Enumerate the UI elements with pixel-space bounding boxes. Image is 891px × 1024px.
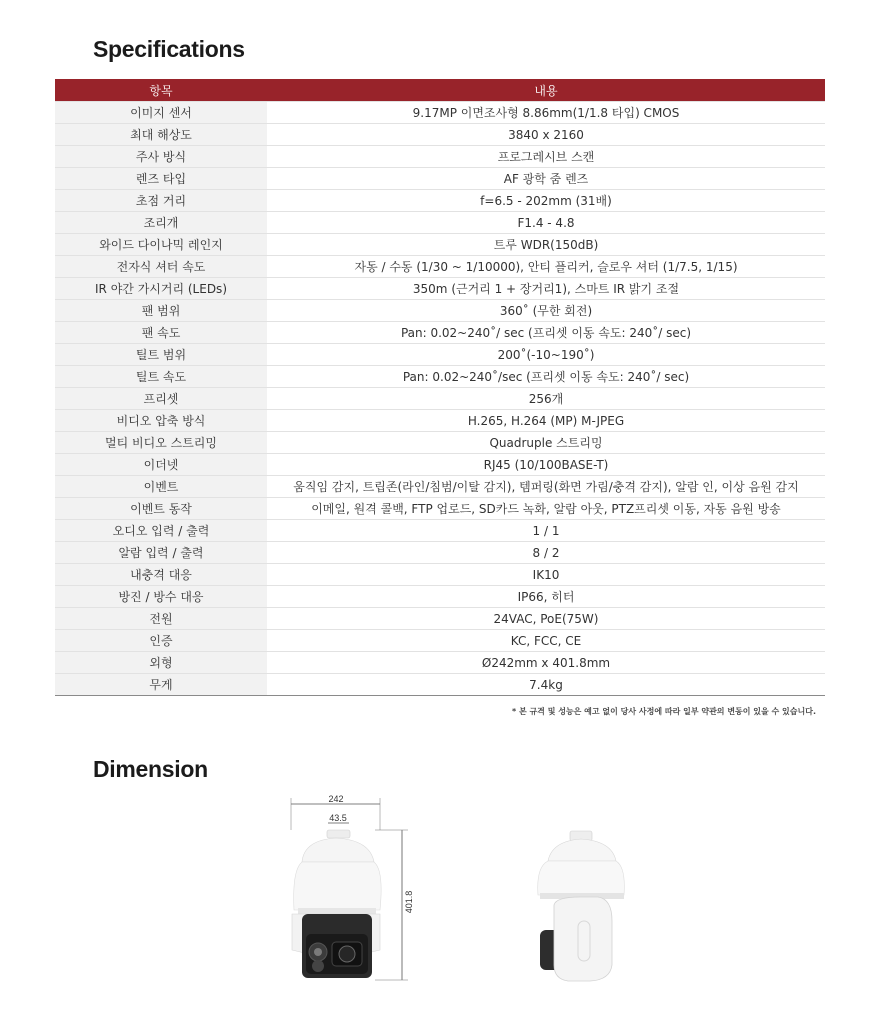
spec-label: 프리셋 [55, 388, 267, 410]
spec-value: 9.17MP 이면조사형 8.86mm(1/1.8 타입) CMOS [267, 102, 825, 124]
specifications-table [55, 79, 825, 696]
spec-value: 트루 WDR(150dB) [267, 234, 825, 256]
table-row [55, 322, 825, 344]
spec-label: 렌즈 타입 [55, 168, 267, 190]
table-row [55, 146, 825, 168]
table-header-row [55, 79, 825, 102]
spec-value: RJ45 (10/100BASE-T) [267, 454, 825, 476]
spec-label: 주사 방식 [55, 146, 267, 168]
table-row [55, 608, 825, 630]
spec-label: 비디오 압축 방식 [55, 410, 267, 432]
spec-label: 알람 입력 / 출력 [55, 542, 267, 564]
table-row [55, 454, 825, 476]
spec-value: KC, FCC, CE [267, 630, 825, 652]
table-row [55, 542, 825, 564]
spec-label: 멀티 비디오 스트리밍 [55, 432, 267, 454]
spec-value: 이메일, 원격 콜백, FTP 업로드, SD카드 녹화, 알람 아웃, PTZ프리셋 이동, 자동 음원 방송 [267, 498, 825, 520]
spec-label: IR 야간 가시거리 (LEDs) [55, 278, 267, 300]
spec-value: Pan: 0.02~240˚/ sec (프리셋 이동 속도: 240˚/ sec) [267, 322, 825, 344]
table-row [55, 234, 825, 256]
table-row [55, 102, 825, 124]
spec-value: F1.4 - 4.8 [267, 212, 825, 234]
width-dimension-label: 242 [328, 794, 344, 804]
spec-label: 팬 속도 [55, 322, 267, 344]
dimension-title: Dimension [93, 756, 208, 782]
header-content: 내용 [267, 79, 825, 102]
spec-value: AF 광학 줌 렌즈 [267, 168, 825, 190]
spec-value: 8 / 2 [267, 542, 825, 564]
spec-label: 최대 해상도 [55, 124, 267, 146]
table-row [55, 168, 825, 190]
spec-label: 조리개 [55, 212, 267, 234]
spec-label: 오디오 입력 / 출력 [55, 520, 267, 542]
table-row [55, 410, 825, 432]
spec-value: 24VAC, PoE(75W) [267, 608, 825, 630]
spec-value: Pan: 0.02~240˚/sec (프리셋 이동 속도: 240˚/ sec) [267, 366, 825, 388]
spec-value: Quadruple 스트리밍 [267, 432, 825, 454]
spec-value: IP66, 히터 [267, 586, 825, 608]
spec-label: 틸트 범위 [55, 344, 267, 366]
table-row [55, 432, 825, 454]
spec-value: 1 / 1 [267, 520, 825, 542]
table-row [55, 344, 825, 366]
spec-label: 무게 [55, 674, 267, 696]
table-row [55, 520, 825, 542]
table-row [55, 212, 825, 234]
spec-value: 7.4kg [267, 674, 825, 696]
spec-label: 외형 [55, 652, 267, 674]
table-row [55, 652, 825, 674]
spec-value: 350m (근거리 1 + 장거리1), 스마트 IR 밝기 조절 [267, 278, 825, 300]
spec-label: 팬 범위 [55, 300, 267, 322]
spec-label: 내충격 대응 [55, 564, 267, 586]
table-row [55, 388, 825, 410]
table-row [55, 366, 825, 388]
table-row [55, 300, 825, 322]
spec-label: 인증 [55, 630, 267, 652]
spec-label: 전원 [55, 608, 267, 630]
spec-label: 와이드 다이나믹 레인지 [55, 234, 267, 256]
table-row [55, 278, 825, 300]
spec-label: 초점 거리 [55, 190, 267, 212]
top-dimension-label: 43.5 [329, 813, 347, 823]
header-item: 항목 [55, 79, 267, 102]
table-row [55, 630, 825, 652]
table-row [55, 190, 825, 212]
camera-front-dimension-drawing [270, 790, 430, 990]
spec-value: Ø242mm x 401.8mm [267, 652, 825, 674]
spec-value: IK10 [267, 564, 825, 586]
camera-side-view-drawing [520, 825, 650, 990]
table-row [55, 256, 825, 278]
disclaimer-note: * 본 규격 및 성능은 예고 없이 당사 사정에 따라 일부 약관의 변동이 있을 수 있습니다. [511, 707, 816, 716]
table-row [55, 476, 825, 498]
spec-value: 자동 / 수동 (1/30 ~ 1/10000), 안티 플리커, 슬로우 셔터 (1/7.5, 1/15) [267, 256, 825, 278]
spec-label: 이벤트 [55, 476, 267, 498]
spec-value: 프로그레시브 스캔 [267, 146, 825, 168]
spec-value: 움직임 감지, 트립존(라인/침범/이탈 감지), 템퍼링(화면 가림/충격 감지), 알람 인, 이상 음원 감지 [267, 476, 825, 498]
spec-value: 360˚ (무한 회전) [267, 300, 825, 322]
spec-label: 이미지 센서 [55, 102, 267, 124]
spec-label: 전자식 셔터 속도 [55, 256, 267, 278]
spec-value: 200˚(-10~190˚) [267, 344, 825, 366]
table-row [55, 564, 825, 586]
spec-value: 3840 x 2160 [267, 124, 825, 146]
height-dimension-label: 401.8 [404, 890, 414, 914]
spec-label: 이더넷 [55, 454, 267, 476]
table-row [55, 586, 825, 608]
spec-label: 틸트 속도 [55, 366, 267, 388]
spec-value: H.265, H.264 (MP) M-JPEG [267, 410, 825, 432]
table-row [55, 124, 825, 146]
spec-label: 이벤트 동작 [55, 498, 267, 520]
spec-value: f=6.5 - 202mm (31배) [267, 190, 825, 212]
spec-label: 방진 / 방수 대응 [55, 586, 267, 608]
table-row [55, 498, 825, 520]
spec-value: 256개 [267, 388, 825, 410]
table-row [55, 674, 825, 696]
specifications-body [55, 102, 825, 696]
specifications-title: Specifications [93, 36, 245, 62]
